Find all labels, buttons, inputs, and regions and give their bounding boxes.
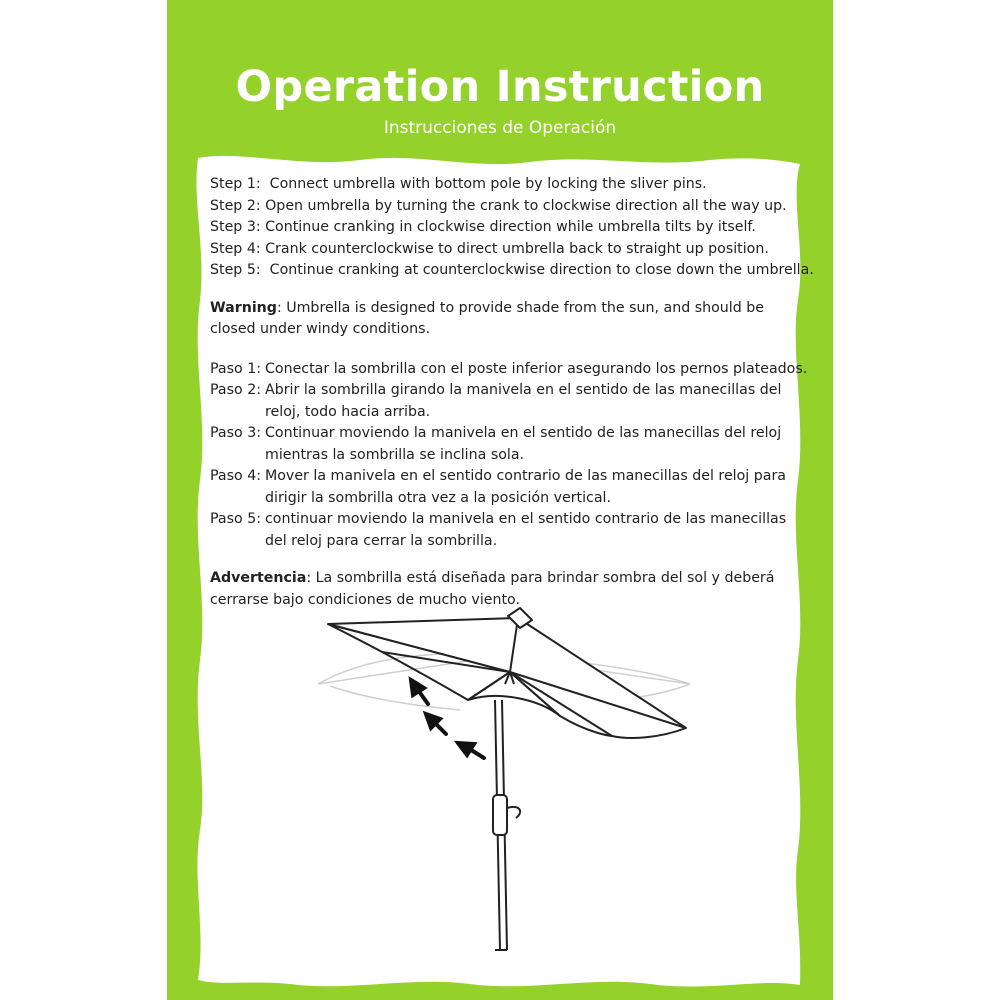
list-item	[210, 260, 814, 282]
page-subtitle: Instrucciones de Operación	[383, 118, 617, 138]
list-item	[210, 196, 810, 218]
paso-label: Paso 1:	[210, 360, 261, 377]
paso-text: Continuar moviendo la manivela en el sentido de las manecillas del reloj mientras la sombrilla se inclina sola.	[265, 425, 782, 463]
step-label: Step 4:	[210, 240, 261, 257]
paso-text: Conectar la sombrilla con el poste inferior asegurando los pernos plateados.	[265, 360, 808, 377]
paso-text: Mover la manivela en el sentido contrario de las manecillas del reloj para dirigir la sombrilla otra vez a la posición vertical.	[265, 468, 786, 506]
instructions-body	[210, 174, 814, 611]
page-title: Operation Instruction	[235, 62, 765, 112]
list-item	[210, 380, 810, 423]
step-text: Connect umbrella with bottom pole by locking the sliver pins.	[269, 176, 707, 192]
warning-paragraph	[210, 298, 810, 341]
step-text: Open umbrella by turning the crank to clockwise direction all the way up.	[265, 197, 787, 214]
list-item	[210, 174, 810, 196]
paso-text: continuar moviendo la manivela en el sentido contrario de las manecillas del reloj para cerrar la sombrilla.	[265, 511, 787, 549]
list-item	[210, 359, 810, 381]
paso-label: Paso 5:	[210, 511, 261, 527]
list-item	[210, 423, 810, 466]
warning-label: Warning	[210, 299, 277, 316]
list-item	[210, 466, 810, 509]
paso-label: Paso 2:	[210, 382, 261, 398]
step-text: Continue cranking at counterclockwise direction to close down the umbrella.	[269, 262, 814, 278]
steps-spanish	[210, 359, 810, 553]
paso-label: Paso 4:	[210, 468, 261, 484]
step-text: Crank counterclockwise to direct umbrella back to straight up position.	[265, 240, 769, 257]
list-item	[210, 217, 810, 239]
advertencia-label: Advertencia	[210, 570, 307, 586]
warning-text: : Umbrella is designed to provide shade from the sun, and should be closed under windy conditions.	[210, 299, 764, 337]
step-label: Step 1:	[210, 176, 261, 192]
umbrella-illustration	[300, 600, 720, 960]
steps-english	[210, 174, 814, 282]
advertencia-text: : La sombrilla está diseñada para brindar sombra del sol y deberá cerrarse bajo condiciones de mucho viento.	[210, 570, 775, 608]
list-item	[210, 509, 810, 552]
step-text: Continue cranking in clockwise direction while umbrella tilts by itself.	[265, 219, 756, 235]
step-label: Step 2:	[210, 197, 261, 214]
step-label: Step 5:	[210, 262, 261, 278]
paso-text: Abrir la sombrilla girando la manivela en el sentido de las manecillas del reloj, todo hacia arriba.	[265, 382, 782, 420]
paso-label: Paso 3:	[210, 425, 261, 441]
umbrella-icon	[328, 608, 686, 950]
list-item	[210, 239, 810, 261]
tilt-arrow-icon	[411, 680, 484, 758]
step-label: Step 3:	[210, 219, 261, 235]
